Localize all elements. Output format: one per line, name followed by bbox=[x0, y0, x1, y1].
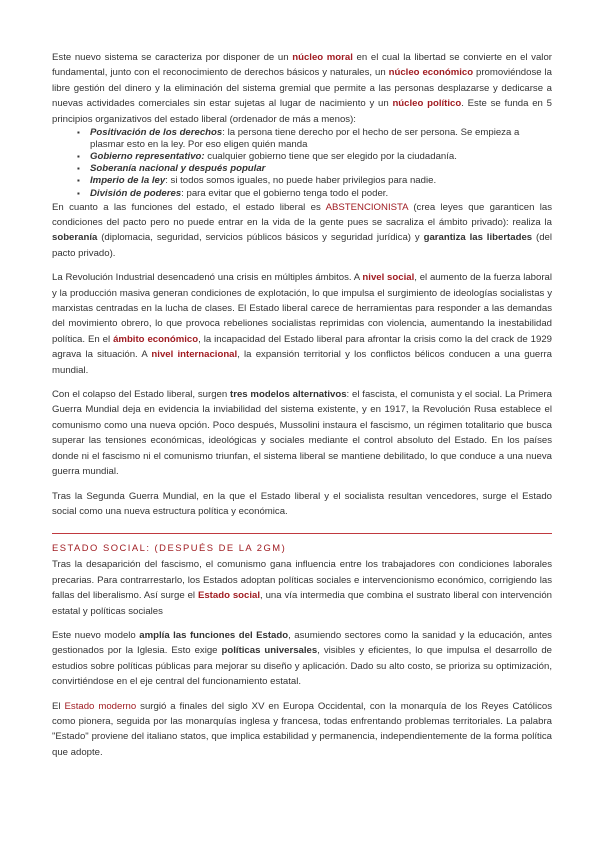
principles-list bbox=[52, 127, 552, 200]
keyword-garantiza-libertades: garantiza las libertades bbox=[423, 232, 533, 244]
keyword-nucleo-moral: núcleo moral bbox=[292, 52, 353, 63]
list-item: ▪ Soberanía nacional y después popular bbox=[90, 163, 552, 175]
paragraph-social-state: Tras la desaparición del fascismo, el comunismo gana influencia entre los trabajadores con condiciones laborales precarias. Para contrarrestarlo, los Estados adoptan políticas sociales e intervencionismo económico, corrigiendo las fallas del liberalismo. Así surge el Estado social, una vía intermedia que combina el sustrato liberal con intervención estatal y políticas sociales bbox=[52, 559, 552, 617]
paragraph-new-model: Este nuevo modelo amplía las funciones del Estado, asumiendo sectores como la sanidad y la educación, antes gestionados por la Iglesia. Esto exige políticas universales, visibles y eficientes, lo que impulsa el desarrollo de estudios sobre políticas públicas para mejorar su diseño y aplicación. Dado su alto costo, se prioriza su optimización, convirtiéndose en el eje central del funcionamiento estatal. bbox=[52, 629, 552, 688]
keyword-estado-moderno: Estado moderno bbox=[64, 700, 137, 712]
paragraph-three-models: Con el colapso del Estado liberal, surgen tres modelos alternativos: el fascista, el comunista y el social. La Primera Guerra Mundial deja en evidencia la inviabilidad del sistema existente, y en 1917, la Revolución Rusa establece el comunismo como una nueva opción. Poco después, Mussolini instaura el fascismo, un régimen totalitario que busca superar las tensiones económicas, ideológicas y sociales mediante el control absoluto del Estado. En los países donde ni el fascismo ni el comunismo triunfan, el sistema liberal se mantiene debilitado, lo que conduce a una nueva guerra mundial. bbox=[52, 389, 553, 478]
section-heading: ESTADO SOCIAL: (DESPUÉS DE LA 2GM) bbox=[52, 542, 287, 554]
paragraph-modern-state: El Estado moderno surgió a finales del siglo XV en Europa Occidental, con la monarquía de los Reyes Católicos como pionera, seguida por las monarquías inglesa y francesa, todas enfrentando problemas territoriales. La palabra "Estado" proviene del italiano statos, que implica estabilidad y permanencia, independientemente de la forma política que adopte. bbox=[52, 700, 553, 758]
section-divider bbox=[52, 533, 552, 534]
list-item: ▪ Gobierno representativo: cualquier gobierno tiene que ser elegido por la ciudadanía. bbox=[90, 151, 552, 163]
keyword-soberania: soberanía bbox=[52, 232, 98, 244]
list-item: ▪ División de poderes: para evitar que el gobierno tenga todo el poder. bbox=[90, 188, 552, 200]
paragraph-liberal-system: Este nuevo sistema se caracteriza por disponer de un núcleo moral en el cual la libertad se convierte en el valor fundamental, junto con el reconocimiento de derechos básicos y naturales, un núcleo económico promoviéndose la libre gestión del dinero y la eliminación del sistema gremial que permite a las personas desplazarse y dedicarse a nuevas actividades comerciales sin estar sujetas al lugar de nacimiento y un núcleo político. Este se funda en 5 principios organizativos del estado liberal (ordenador de más a menos): bbox=[52, 52, 552, 125]
keyword-estado-social: Estado social bbox=[197, 590, 261, 602]
keyword-nucleo-politico: núcleo político bbox=[392, 98, 462, 110]
keyword-abstencionista: ABSTENCIONISTA bbox=[325, 201, 409, 213]
list-item: ▪ Imperio de la ley: si todos somos iguales, no puede haber privilegios para nadie. bbox=[90, 175, 552, 187]
keyword-tres-modelos: tres modelos alternativos bbox=[230, 389, 347, 401]
keyword-nivel-internacional: nivel internacional bbox=[151, 349, 238, 361]
keyword-nucleo-economico: núcleo económico bbox=[388, 67, 474, 79]
keyword-amplia-funciones: amplía las funciones del Estado bbox=[139, 629, 289, 641]
keyword-politicas-universales: políticas universales bbox=[221, 645, 318, 657]
paragraph-industrial-revolution: La Revolución Industrial desencadenó una crisis en múltiples ámbitos. A nivel social, el aumento de la fuerza laboral y la producción masiva generan condiciones de explotación, lo que impulsa el surgimiento de ideologías socialistas y marxistas centradas en la lucha de clases. El Estado liberal carece de herramientas para responder a las demandas del movimiento obrero, lo que provoca rebeliones socialistas reprimidas con violencia, aumentando la inestabilidad política. En el ámbito económico, la incapacidad del Estado liberal para afrontar la crisis como la del crack de 1929 agrava la situación. A nivel internacional, la expansión territorial y los conflictos bélicos conducen a una guerra mundial. bbox=[52, 272, 552, 376]
keyword-nivel-social: nivel social bbox=[362, 272, 415, 284]
paragraph-state-functions: En cuanto a las funciones del estado, el estado liberal es ABSTENCIONISTA (crea leyes que garanticen las condiciones del pacto pero no puede entrar en la vida de la gente pues se sacraliza el ámbito privado): realiza la soberanía (diplomacia, seguridad, servicios públicos básicos y seguridad jurídica) y garantiza las libertades (del pacto privado). bbox=[52, 201, 553, 259]
paragraph-social-state-emergence: Tras la Segunda Guerra Mundial, en la que el Estado liberal y el socialista resultan vencedores, surge el Estado social como una nueva estructura política y económica. bbox=[52, 490, 552, 517]
keyword-ambito-economico: ámbito económico bbox=[113, 333, 199, 345]
list-item: ▪ Positivación de los derechos: la persona tiene derecho por el hecho de ser persona. Se empieza a plasmar esto en la ley. Por eso eligen quién manda bbox=[90, 127, 552, 151]
document-page bbox=[52, 50, 552, 760]
